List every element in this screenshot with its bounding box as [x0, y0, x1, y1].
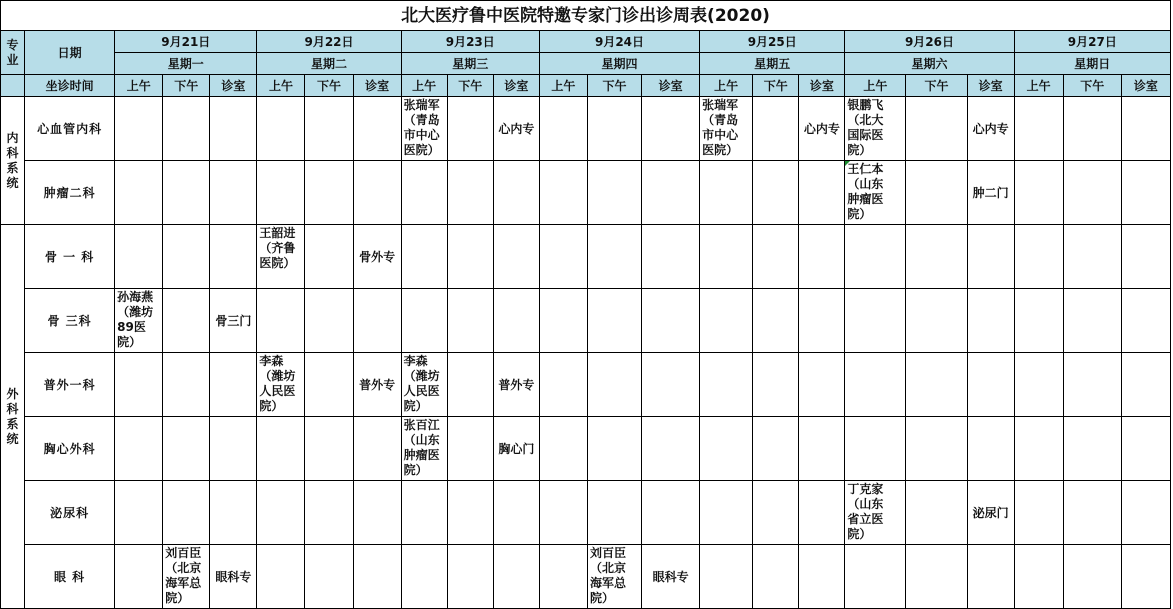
room-cell	[799, 225, 845, 289]
room-cell	[642, 289, 700, 353]
schedule-cell	[447, 225, 493, 289]
page-title: 北大医疗鲁中医院特邀专家门诊出诊周表(2020)	[0, 0, 1171, 30]
dept-label: 眼 科	[25, 545, 115, 609]
weekday-header: 星期三	[401, 53, 539, 75]
slot-header: 下午	[753, 75, 799, 97]
schedule-cell	[305, 225, 353, 289]
slot-header: 上午	[115, 75, 163, 97]
schedule-cell	[1014, 417, 1063, 481]
weekday-header: 星期六	[845, 53, 1014, 75]
room-cell	[353, 289, 401, 353]
schedule-cell	[163, 481, 210, 545]
slot-header: 下午	[305, 75, 353, 97]
doctor-cell: 银鹏飞 （北大 国际医 院）	[845, 97, 906, 161]
slot-header: 下午	[587, 75, 641, 97]
schedule-cell	[539, 225, 587, 289]
schedule-row	[1, 481, 1171, 545]
schedule-cell	[700, 353, 753, 417]
schedule-cell	[700, 481, 753, 545]
schedule-cell	[906, 161, 967, 225]
room-cell	[967, 353, 1014, 417]
schedule-cell	[587, 289, 641, 353]
schedule-cell	[115, 417, 163, 481]
room-cell	[799, 353, 845, 417]
room-cell	[353, 481, 401, 545]
time-header: 坐诊时间	[25, 75, 115, 97]
room-cell	[493, 289, 539, 353]
schedule-cell	[163, 417, 210, 481]
doctor-cell: 王韶进 （齐鲁 医院）	[257, 225, 305, 289]
room-cell	[210, 97, 257, 161]
room-cell	[210, 225, 257, 289]
schedule-cell	[305, 161, 353, 225]
slot-row	[1, 75, 1171, 97]
schedule-cell	[1014, 161, 1063, 225]
room-cell	[642, 353, 700, 417]
schedule-cell	[906, 481, 967, 545]
doctor-cell: 丁克家 （山东 省立医 院）	[845, 481, 906, 545]
schedule-cell	[587, 97, 641, 161]
room-cell	[642, 97, 700, 161]
schedule-cell	[305, 97, 353, 161]
slot-header: 下午	[447, 75, 493, 97]
schedule-cell	[447, 161, 493, 225]
schedule-row	[1, 289, 1171, 353]
schedule-cell	[401, 225, 447, 289]
schedule-cell	[257, 161, 305, 225]
schedule-cell	[1063, 289, 1121, 353]
schedule-cell	[753, 161, 799, 225]
schedule-cell	[753, 417, 799, 481]
schedule-cell	[257, 97, 305, 161]
schedule-row	[1, 97, 1171, 161]
room-cell	[210, 353, 257, 417]
slot-header: 诊室	[493, 75, 539, 97]
slot-header: 诊室	[967, 75, 1014, 97]
room-cell: 心内专	[799, 97, 845, 161]
schedule-cell	[257, 289, 305, 353]
schedule-cell	[845, 417, 906, 481]
room-cell	[967, 417, 1014, 481]
room-cell	[967, 289, 1014, 353]
room-cell: 胸心门	[493, 417, 539, 481]
schedule-cell	[1063, 417, 1121, 481]
room-cell	[1121, 97, 1170, 161]
schedule-cell	[539, 417, 587, 481]
schedule-cell	[1063, 225, 1121, 289]
date-header: 9月27日	[1014, 31, 1170, 53]
schedule-cell	[845, 225, 906, 289]
category-internal: 内 科 系 统	[1, 97, 25, 225]
room-cell: 心内专	[493, 97, 539, 161]
dept-label: 肿瘤二科	[25, 161, 115, 225]
schedule-cell	[163, 97, 210, 161]
schedule-cell	[906, 353, 967, 417]
doctor-cell: 王仁本 （山东 肿瘤医 院）	[845, 161, 906, 225]
schedule-row	[1, 353, 1171, 417]
schedule-cell	[906, 225, 967, 289]
room-cell	[1121, 289, 1170, 353]
slot-header: 诊室	[353, 75, 401, 97]
schedule-cell	[447, 417, 493, 481]
schedule-cell	[587, 417, 641, 481]
doctor-cell: 张百江 （山东 肿瘤医 院）	[401, 417, 447, 481]
date-header: 9月23日	[401, 31, 539, 53]
dept-header: 日期	[25, 31, 115, 75]
schedule-cell	[115, 161, 163, 225]
room-cell	[1121, 225, 1170, 289]
date-header: 9月26日	[845, 31, 1014, 53]
schedule-cell	[539, 353, 587, 417]
slot-header: 上午	[539, 75, 587, 97]
room-cell	[1121, 161, 1170, 225]
weekday-header: 星期四	[539, 53, 699, 75]
schedule-row	[1, 161, 1171, 225]
room-cell: 骨外专	[353, 225, 401, 289]
doctor-cell: 孙海燕 （潍坊 89医 院）	[115, 289, 163, 353]
schedule-cell	[257, 481, 305, 545]
doctor-cell: 刘百臣 （北京 海军总 院）	[587, 545, 641, 609]
schedule-cell	[447, 97, 493, 161]
schedule-cell	[401, 481, 447, 545]
schedule-cell	[587, 353, 641, 417]
schedule-cell	[1063, 353, 1121, 417]
schedule-cell	[845, 289, 906, 353]
schedule-cell	[447, 289, 493, 353]
room-cell	[799, 161, 845, 225]
room-cell	[1121, 353, 1170, 417]
room-cell: 心内专	[967, 97, 1014, 161]
weekday-header: 星期二	[257, 53, 401, 75]
doctor-cell: 张瑞军 （青岛 市中心 医院）	[700, 97, 753, 161]
schedule-cell	[906, 417, 967, 481]
room-cell	[493, 161, 539, 225]
room-cell	[1121, 417, 1170, 481]
room-cell	[210, 161, 257, 225]
schedule-cell	[587, 225, 641, 289]
date-header: 9月21日	[115, 31, 257, 53]
doctor-cell: 张瑞军 （青岛 市中心 医院）	[401, 97, 447, 161]
dept-label: 胸心外科	[25, 417, 115, 481]
room-cell	[642, 417, 700, 481]
schedule-cell	[700, 289, 753, 353]
schedule-row	[1, 417, 1171, 481]
slot-header: 上午	[845, 75, 906, 97]
room-cell	[353, 97, 401, 161]
date-header: 9月25日	[700, 31, 845, 53]
schedule-cell	[539, 289, 587, 353]
doctor-cell: 刘百臣 （北京 海军总 院）	[163, 545, 210, 609]
schedule-cell	[539, 97, 587, 161]
schedule-cell	[305, 353, 353, 417]
room-cell: 泌尿门	[967, 481, 1014, 545]
schedule-cell	[1014, 225, 1063, 289]
schedule-cell	[753, 97, 799, 161]
dept-label: 骨 三科	[25, 289, 115, 353]
schedule-cell	[1063, 97, 1121, 161]
room-cell: 眼科专	[642, 545, 700, 609]
schedule-cell	[305, 481, 353, 545]
schedule-table	[0, 30, 1171, 609]
doctor-cell: 李森 （潍坊 人民医 院）	[257, 353, 305, 417]
schedule-cell	[587, 161, 641, 225]
slot-header: 下午	[1063, 75, 1121, 97]
schedule-cell	[539, 161, 587, 225]
schedule-cell	[1014, 481, 1063, 545]
room-cell	[353, 161, 401, 225]
schedule-cell	[305, 417, 353, 481]
slot-header: 诊室	[1121, 75, 1170, 97]
schedule-cell	[700, 225, 753, 289]
schedule-cell	[257, 417, 305, 481]
schedule-cell	[539, 481, 587, 545]
room-cell: 骨三门	[210, 289, 257, 353]
dept-label: 泌尿科	[25, 481, 115, 545]
dept-label: 普外一科	[25, 353, 115, 417]
schedule-cell	[115, 225, 163, 289]
room-cell	[210, 481, 257, 545]
schedule-cell	[753, 353, 799, 417]
room-cell	[493, 481, 539, 545]
room-cell: 普外专	[493, 353, 539, 417]
schedule-cell	[587, 481, 641, 545]
weekday-header: 星期一	[115, 53, 257, 75]
room-cell: 肿二门	[967, 161, 1014, 225]
schedule-cell	[845, 353, 906, 417]
schedule-cell	[401, 289, 447, 353]
schedule-cell	[1014, 353, 1063, 417]
schedule-cell	[163, 161, 210, 225]
category-surgery: 外 科 系 统	[1, 225, 25, 609]
schedule-cell	[753, 289, 799, 353]
schedule-cell	[753, 225, 799, 289]
schedule-cell	[447, 481, 493, 545]
dept-label: 骨 一 科	[25, 225, 115, 289]
room-cell	[1121, 481, 1170, 545]
room-cell	[967, 225, 1014, 289]
schedule-cell	[906, 289, 967, 353]
schedule-cell	[401, 161, 447, 225]
room-cell	[493, 225, 539, 289]
room-cell	[353, 417, 401, 481]
slot-header: 诊室	[210, 75, 257, 97]
schedule-cell	[1063, 161, 1121, 225]
schedule-cell	[447, 353, 493, 417]
slot-header: 下午	[163, 75, 210, 97]
slot-header: 上午	[401, 75, 447, 97]
schedule-cell	[753, 481, 799, 545]
schedule-cell	[1063, 481, 1121, 545]
room-cell	[642, 481, 700, 545]
dept-label: 心血管内科	[25, 97, 115, 161]
schedule-cell	[163, 225, 210, 289]
slot-header: 上午	[257, 75, 305, 97]
schedule-cell	[700, 161, 753, 225]
slot-header: 诊室	[799, 75, 845, 97]
weekday-header: 星期五	[700, 53, 845, 75]
schedule-cell	[163, 353, 210, 417]
slot-header: 下午	[906, 75, 967, 97]
room-cell	[799, 289, 845, 353]
room-cell	[799, 417, 845, 481]
date-header: 9月24日	[539, 31, 699, 53]
schedule-cell	[115, 481, 163, 545]
room-cell: 普外专	[353, 353, 401, 417]
room-cell: 眼科专	[210, 545, 257, 609]
date-header: 9月22日	[257, 31, 401, 53]
room-cell	[642, 225, 700, 289]
schedule-cell	[115, 97, 163, 161]
schedule-row	[1, 225, 1171, 289]
specialty-header: 专 业	[1, 31, 25, 75]
doctor-cell: 李森 （潍坊 人民医 院）	[401, 353, 447, 417]
room-cell	[210, 417, 257, 481]
schedule-cell	[906, 97, 967, 161]
slot-header: 诊室	[642, 75, 700, 97]
weekday-header: 星期日	[1014, 53, 1170, 75]
specialty-header-blank	[1, 75, 25, 97]
schedule-cell	[115, 353, 163, 417]
date-row	[1, 31, 1171, 53]
schedule-cell	[305, 289, 353, 353]
slot-header: 上午	[700, 75, 753, 97]
schedule-cell	[1014, 289, 1063, 353]
room-cell	[642, 161, 700, 225]
weekday-row	[1, 53, 1171, 75]
room-cell	[799, 481, 845, 545]
schedule-cell	[1014, 97, 1063, 161]
schedule-cell	[700, 417, 753, 481]
slot-header: 上午	[1014, 75, 1063, 97]
schedule-cell	[163, 289, 210, 353]
